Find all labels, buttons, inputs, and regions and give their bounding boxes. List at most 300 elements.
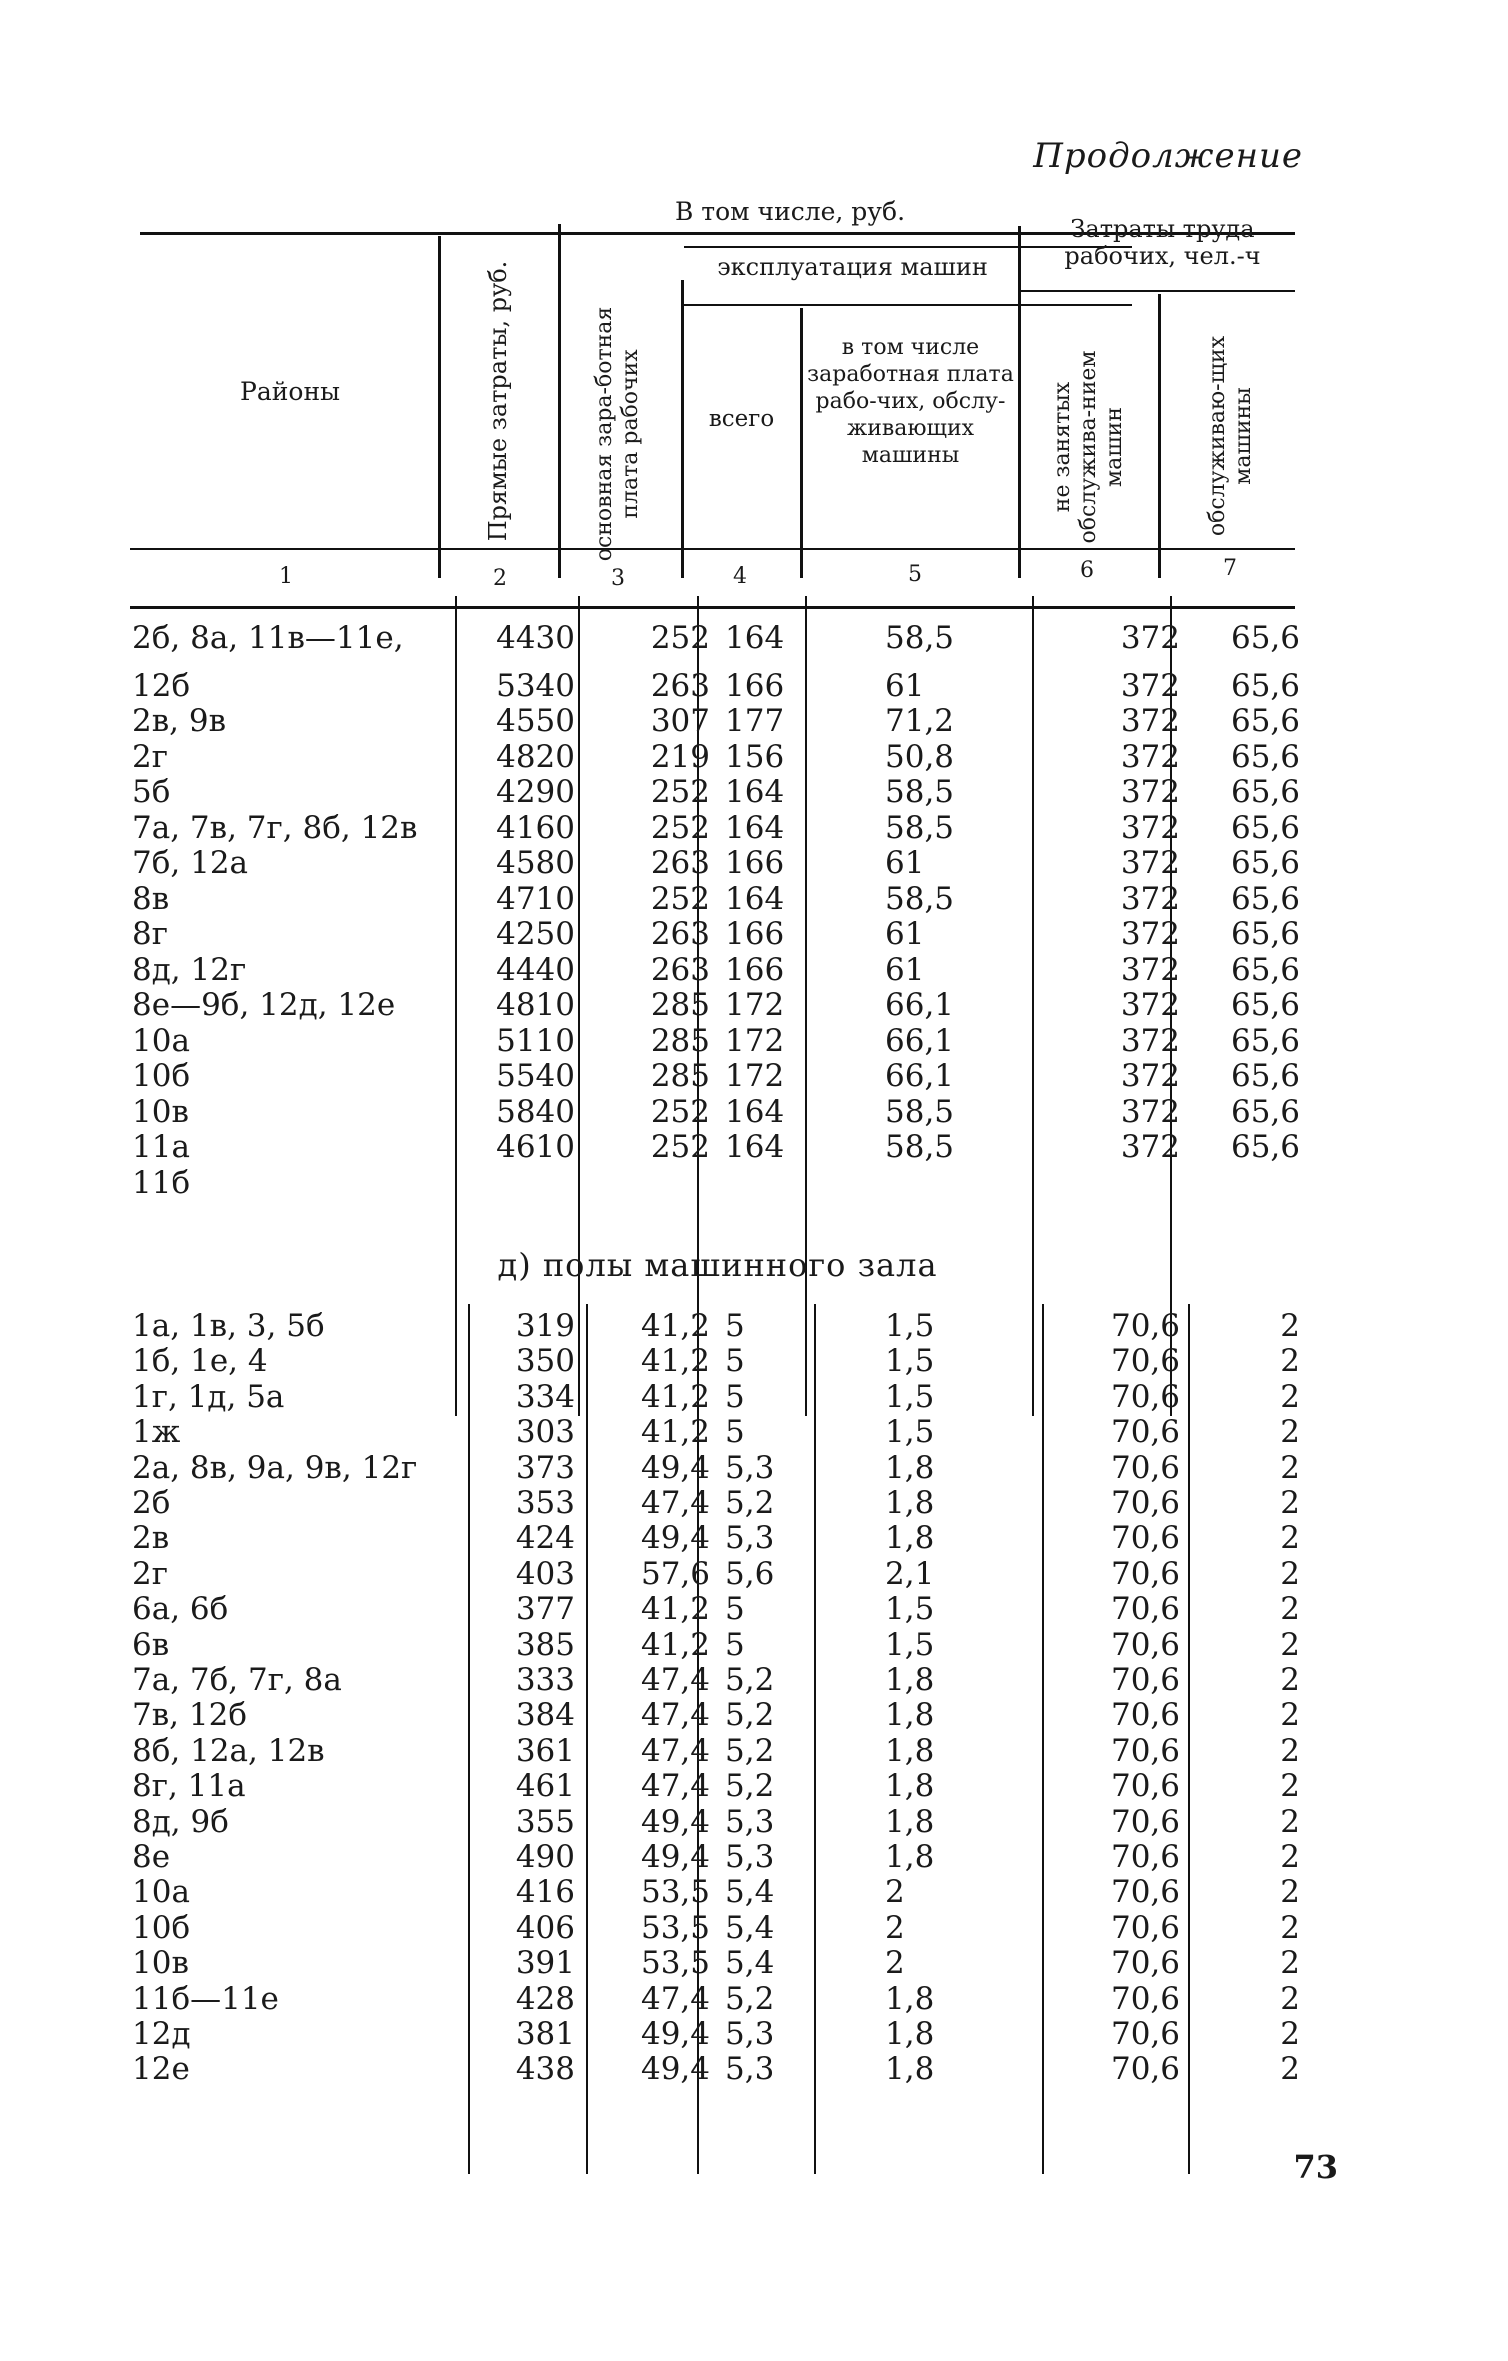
cell-labor-idle: 372 bbox=[1120, 951, 1180, 988]
cell-labor-machine: 2 bbox=[1280, 1520, 1300, 1557]
table-row bbox=[130, 1981, 1305, 2017]
cell-district: 12б bbox=[132, 667, 191, 704]
cell-labor-idle: 372 bbox=[1120, 1058, 1180, 1094]
cell-labor-machine: 65,6 bbox=[1230, 1129, 1300, 1165]
cell-total: 5,2 bbox=[725, 1980, 775, 2017]
cell-labor-machine: 2 bbox=[1280, 1626, 1300, 1663]
table-row bbox=[130, 1910, 1305, 1946]
table-row bbox=[130, 1343, 1305, 1379]
cell-direct: 4580 bbox=[496, 845, 575, 881]
cell-district: 8г, 11а bbox=[132, 1768, 246, 1805]
cell-district: 8б, 12а, 12в bbox=[132, 1732, 325, 1769]
cell-labor-idle: 70,6 bbox=[1110, 1555, 1180, 1592]
cell-labor-idle: 70,6 bbox=[1110, 1909, 1180, 1946]
cell-labor-idle: 70,6 bbox=[1110, 1343, 1180, 1380]
cell-labor-machine: 2 bbox=[1280, 1308, 1300, 1344]
cell-district: 10а bbox=[132, 1874, 190, 1911]
cell-direct: 4430 bbox=[496, 620, 575, 656]
cell-wage: 285 bbox=[650, 1022, 710, 1059]
cell-district: 1б, 1е, 4 bbox=[132, 1343, 268, 1380]
cell-wage-machine: 1,8 bbox=[885, 1520, 935, 1557]
cell-wage: 57,6 bbox=[640, 1555, 710, 1592]
cell-labor-idle: 70,6 bbox=[1110, 1945, 1180, 1982]
cell-direct: 355 bbox=[515, 1803, 575, 1840]
cell-district: 7а, 7б, 7г, 8а bbox=[132, 1662, 342, 1698]
cell-labor-idle: 372 bbox=[1120, 774, 1180, 810]
table-row bbox=[130, 810, 1305, 846]
cell-wage-machine: 1,8 bbox=[885, 1662, 935, 1698]
cell-total: 5,3 bbox=[725, 2051, 775, 2088]
cell-total: 5 bbox=[725, 1626, 745, 1663]
cell-labor-idle: 70,6 bbox=[1110, 1485, 1180, 1521]
table-row bbox=[130, 1414, 1305, 1450]
cell-direct: 438 bbox=[515, 2051, 575, 2088]
cell-labor-machine: 2 bbox=[1280, 1945, 1300, 1982]
cell-wage-machine: 1,5 bbox=[885, 1626, 935, 1663]
cell-district: 8д, 12г bbox=[132, 951, 247, 988]
table-row bbox=[130, 1058, 1305, 1094]
cell-labor-idle: 70,6 bbox=[1110, 2051, 1180, 2088]
cell-direct: 353 bbox=[515, 1485, 575, 1521]
cell-direct: 373 bbox=[515, 1449, 575, 1486]
header-divider-1 bbox=[438, 236, 441, 578]
cell-wage: 49,4 bbox=[640, 1803, 710, 1840]
cell-labor-machine: 65,6 bbox=[1230, 845, 1300, 881]
cell-total: 5 bbox=[725, 1308, 745, 1344]
cell-district: 10в bbox=[132, 1093, 189, 1130]
cell-wage: 47,4 bbox=[640, 1697, 710, 1734]
cell-district: 8г bbox=[132, 916, 168, 952]
cell-wage-machine: 61 bbox=[885, 916, 925, 952]
cell-district: 2в bbox=[132, 1520, 170, 1557]
cell-district: 12е bbox=[132, 2051, 190, 2088]
table-row bbox=[130, 1450, 1305, 1486]
cell-wage-machine: 50,8 bbox=[885, 738, 955, 775]
cell-wage: 41,2 bbox=[640, 1626, 710, 1663]
header-group-rub: В том числе, руб. bbox=[674, 197, 906, 226]
cell-total: 5,3 bbox=[725, 1449, 775, 1486]
cell-wage-machine: 58,5 bbox=[885, 620, 955, 656]
cell-labor-idle: 372 bbox=[1120, 880, 1180, 917]
cell-wage-machine: 61 bbox=[885, 667, 925, 704]
cell-wage: 252 bbox=[650, 809, 710, 846]
table-row bbox=[130, 1520, 1305, 1556]
cell-wage: 47,4 bbox=[640, 1732, 710, 1769]
cell-district: 1г, 1д, 5а bbox=[132, 1378, 285, 1415]
table-row bbox=[130, 987, 1305, 1023]
table-row bbox=[130, 1591, 1305, 1627]
cell-labor-idle: 372 bbox=[1120, 845, 1180, 881]
cell-labor-machine: 65,6 bbox=[1230, 1058, 1300, 1094]
header-subrule-columns bbox=[684, 304, 1132, 306]
cell-labor-machine: 2 bbox=[1280, 1839, 1300, 1875]
cell-labor-idle: 372 bbox=[1120, 916, 1180, 952]
cell-wage: 252 bbox=[650, 1093, 710, 1130]
cell-labor-machine: 65,6 bbox=[1230, 620, 1300, 656]
cell-direct: 4250 bbox=[496, 916, 575, 952]
cell-wage: 252 bbox=[650, 1129, 710, 1165]
cell-labor-idle: 70,6 bbox=[1110, 1591, 1180, 1628]
cell-direct: 384 bbox=[515, 1697, 575, 1734]
header-group-labor: Затраты труда рабочих, чел.-ч bbox=[1064, 215, 1261, 270]
cell-district: 5б bbox=[132, 774, 171, 810]
table-row bbox=[130, 1945, 1305, 1981]
cell-wage: 41,2 bbox=[640, 1343, 710, 1380]
table-row bbox=[130, 739, 1305, 775]
cell-direct: 4820 bbox=[496, 738, 575, 775]
cell-total: 5,3 bbox=[725, 1520, 775, 1557]
cell-wage-machine: 1,8 bbox=[885, 2051, 935, 2088]
cell-district: 8е bbox=[132, 1839, 171, 1875]
cell-total: 5,2 bbox=[725, 1768, 775, 1805]
cell-wage-machine: 58,5 bbox=[885, 1129, 955, 1165]
cell-direct: 428 bbox=[515, 1980, 575, 2017]
cell-wage-machine: 1,8 bbox=[885, 1697, 935, 1734]
table-row bbox=[130, 703, 1305, 739]
cell-labor-idle: 372 bbox=[1120, 809, 1180, 846]
data-table bbox=[130, 188, 1305, 2138]
header-labor-machine: обслуживаю-щих машины bbox=[1205, 335, 1256, 537]
cell-labor-machine: 2 bbox=[1280, 1909, 1300, 1946]
cell-labor-idle: 70,6 bbox=[1110, 1662, 1180, 1698]
cell-total: 5,3 bbox=[725, 2016, 775, 2052]
table-row bbox=[130, 2051, 1305, 2087]
cell-wage: 53,5 bbox=[640, 1874, 710, 1911]
cell-wage-machine: 1,8 bbox=[885, 1485, 935, 1521]
cell-labor-machine: 65,6 bbox=[1230, 809, 1300, 846]
cell-total: 5,4 bbox=[725, 1945, 775, 1982]
cell-district: 6а, 6б bbox=[132, 1591, 229, 1628]
cell-labor-machine: 2 bbox=[1280, 1732, 1300, 1769]
cell-wage-machine: 1,5 bbox=[885, 1414, 935, 1451]
cell-labor-idle: 372 bbox=[1120, 667, 1180, 704]
cell-labor-idle: 372 bbox=[1120, 987, 1180, 1023]
cell-total: 164 bbox=[725, 1129, 785, 1165]
cell-total: 5 bbox=[725, 1414, 745, 1451]
cell-labor-machine: 2 bbox=[1280, 2016, 1300, 2052]
cell-total: 5,3 bbox=[725, 1839, 775, 1875]
table-row bbox=[130, 1556, 1305, 1592]
cell-total: 172 bbox=[725, 1022, 785, 1059]
header-base-wage: основная зара-ботная плата рабочих bbox=[592, 306, 643, 562]
cell-direct: 361 bbox=[515, 1732, 575, 1769]
cell-district: 2а, 8в, 9а, 9в, 12г bbox=[132, 1449, 418, 1486]
col-number-6: 6 bbox=[1080, 558, 1094, 583]
table-row bbox=[130, 1485, 1305, 1521]
cell-wage-machine: 61 bbox=[885, 951, 925, 988]
cell-labor-idle: 70,6 bbox=[1110, 1697, 1180, 1734]
cell-labor-machine: 65,6 bbox=[1230, 916, 1300, 952]
table-row bbox=[130, 916, 1305, 952]
cell-labor-idle: 70,6 bbox=[1110, 1839, 1180, 1875]
cell-labor-idle: 70,6 bbox=[1110, 1520, 1180, 1557]
cell-labor-idle: 70,6 bbox=[1110, 2016, 1180, 2052]
table-row bbox=[130, 1839, 1305, 1875]
cell-wage: 263 bbox=[650, 845, 710, 881]
cell-wage-machine: 1,5 bbox=[885, 1378, 935, 1415]
table-row bbox=[130, 1165, 1305, 1201]
cell-direct: 4550 bbox=[496, 703, 575, 739]
cell-district: 11б bbox=[132, 1164, 191, 1201]
cell-total: 166 bbox=[725, 951, 785, 988]
page-number: 73 bbox=[1293, 2148, 1338, 2186]
cell-wage: 285 bbox=[650, 1058, 710, 1094]
cell-wage-machine: 66,1 bbox=[885, 987, 955, 1023]
cell-district: 11а bbox=[132, 1129, 190, 1165]
cell-wage-machine: 1,8 bbox=[885, 1732, 935, 1769]
cell-total: 5,6 bbox=[725, 1555, 775, 1592]
cell-district: 11б—11е bbox=[132, 1980, 279, 2017]
cell-labor-machine: 2 bbox=[1280, 1980, 1300, 2017]
cell-labor-machine: 2 bbox=[1280, 1874, 1300, 1911]
cell-district: 7а, 7в, 7г, 8б, 12в bbox=[132, 809, 418, 846]
table-row bbox=[130, 1308, 1305, 1344]
cell-district: 10в bbox=[132, 1945, 189, 1982]
cell-total: 5 bbox=[725, 1378, 745, 1415]
col-number-2: 2 bbox=[493, 566, 507, 591]
cell-labor-idle: 70,6 bbox=[1110, 1732, 1180, 1769]
cell-wage-machine: 58,5 bbox=[885, 774, 955, 810]
cell-total: 172 bbox=[725, 987, 785, 1023]
cell-wage-machine: 1,8 bbox=[885, 1839, 935, 1875]
cell-wage: 49,4 bbox=[640, 2051, 710, 2088]
cell-wage: 41,2 bbox=[640, 1308, 710, 1344]
cell-direct: 391 bbox=[515, 1945, 575, 1982]
cell-direct: 385 bbox=[515, 1626, 575, 1663]
cell-wage-machine: 71,2 bbox=[885, 703, 955, 739]
cell-wage: 41,2 bbox=[640, 1591, 710, 1628]
cell-wage-machine: 1,8 bbox=[885, 1449, 935, 1486]
cell-direct: 5540 bbox=[496, 1058, 575, 1094]
cell-labor-machine: 65,6 bbox=[1230, 774, 1300, 810]
header-districts: Районы bbox=[240, 377, 340, 406]
table-row bbox=[130, 1129, 1305, 1165]
cell-labor-idle: 372 bbox=[1120, 1093, 1180, 1130]
cell-direct: 5840 bbox=[496, 1093, 575, 1130]
cell-direct: 381 bbox=[515, 2016, 575, 2052]
cell-wage-machine: 2 bbox=[885, 1945, 905, 1982]
cell-labor-machine: 2 bbox=[1280, 1449, 1300, 1486]
cell-total: 166 bbox=[725, 667, 785, 704]
cell-wage-machine: 1,8 bbox=[885, 1803, 935, 1840]
cell-district: 7в, 12б bbox=[132, 1697, 247, 1734]
cell-wage: 263 bbox=[650, 667, 710, 704]
table-row bbox=[130, 1697, 1305, 1733]
cell-labor-machine: 65,6 bbox=[1230, 987, 1300, 1023]
cell-direct: 490 bbox=[515, 1839, 575, 1875]
table-row bbox=[130, 1804, 1305, 1840]
table-row bbox=[130, 1094, 1305, 1130]
cell-direct: 4610 bbox=[496, 1129, 575, 1165]
cell-total: 164 bbox=[725, 1093, 785, 1130]
header-group-machine: эксплуатация машин bbox=[717, 253, 988, 281]
cell-labor-machine: 65,6 bbox=[1230, 951, 1300, 988]
cell-labor-idle: 372 bbox=[1120, 703, 1180, 739]
cell-labor-machine: 2 bbox=[1280, 1485, 1300, 1521]
cell-labor-idle: 70,6 bbox=[1110, 1768, 1180, 1805]
cell-wage: 49,4 bbox=[640, 2016, 710, 2052]
cell-direct: 333 bbox=[515, 1662, 575, 1698]
cell-direct: 303 bbox=[515, 1414, 575, 1451]
cell-direct: 424 bbox=[515, 1520, 575, 1557]
cell-district: 1а, 1в, 3, 5б bbox=[132, 1308, 325, 1344]
cell-labor-machine: 2 bbox=[1280, 1555, 1300, 1592]
cell-labor-idle: 70,6 bbox=[1110, 1874, 1180, 1911]
table-row bbox=[130, 620, 1305, 656]
cell-district: 6в bbox=[132, 1626, 170, 1663]
header-subrule-labor bbox=[1020, 290, 1295, 292]
cell-direct: 4810 bbox=[496, 987, 575, 1023]
cell-total: 5 bbox=[725, 1343, 745, 1380]
cell-direct: 350 bbox=[515, 1343, 575, 1380]
cell-wage-machine: 58,5 bbox=[885, 1093, 955, 1130]
cell-district: 10б bbox=[132, 1058, 191, 1094]
table-row bbox=[130, 774, 1305, 810]
cell-district: 10а bbox=[132, 1022, 190, 1059]
cell-direct: 334 bbox=[515, 1378, 575, 1415]
cell-wage: 49,4 bbox=[640, 1449, 710, 1486]
table-row bbox=[130, 1023, 1305, 1059]
cell-labor-machine: 2 bbox=[1280, 2051, 1300, 2088]
cell-total: 164 bbox=[725, 774, 785, 810]
cell-wage: 49,4 bbox=[640, 1520, 710, 1557]
cell-district: 7б, 12а bbox=[132, 845, 249, 881]
cell-labor-idle: 70,6 bbox=[1110, 1626, 1180, 1663]
cell-labor-machine: 65,6 bbox=[1230, 738, 1300, 775]
cell-wage: 252 bbox=[650, 880, 710, 917]
cell-labor-machine: 65,6 bbox=[1230, 703, 1300, 739]
cell-wage-machine: 58,5 bbox=[885, 880, 955, 917]
cell-wage-machine: 2 bbox=[885, 1909, 905, 1946]
cell-labor-idle: 70,6 bbox=[1110, 1308, 1180, 1344]
cell-direct: 5340 bbox=[496, 667, 575, 704]
cell-wage: 47,4 bbox=[640, 1768, 710, 1805]
table-row bbox=[130, 952, 1305, 988]
cell-direct: 4440 bbox=[496, 951, 575, 988]
cell-labor-machine: 65,6 bbox=[1230, 880, 1300, 917]
cell-total: 166 bbox=[725, 916, 785, 952]
cell-total: 5,2 bbox=[725, 1732, 775, 1769]
cell-labor-idle: 372 bbox=[1120, 620, 1180, 656]
cell-district: 1ж bbox=[132, 1414, 181, 1451]
cell-labor-idle: 70,6 bbox=[1110, 1378, 1180, 1415]
cell-wage-machine: 66,1 bbox=[885, 1058, 955, 1094]
cell-wage-machine: 1,5 bbox=[885, 1591, 935, 1628]
cell-total: 172 bbox=[725, 1058, 785, 1094]
cell-wage: 47,4 bbox=[640, 1662, 710, 1698]
table-row bbox=[130, 1874, 1305, 1910]
cell-wage: 41,2 bbox=[640, 1378, 710, 1415]
cell-wage: 49,4 bbox=[640, 1839, 710, 1875]
colnum-bottom-rule bbox=[130, 606, 1295, 609]
cell-total: 177 bbox=[725, 703, 785, 739]
table-row bbox=[130, 845, 1305, 881]
cell-wage-machine: 1,5 bbox=[885, 1308, 935, 1344]
header-labor-idle: не занятых обслужива-нием машин bbox=[1050, 350, 1127, 544]
cell-district: 8в bbox=[132, 880, 170, 917]
cell-total: 5,2 bbox=[725, 1697, 775, 1734]
cell-total: 164 bbox=[725, 809, 785, 846]
cell-direct: 406 bbox=[515, 1909, 575, 1946]
cell-direct: 4290 bbox=[496, 774, 575, 810]
cell-total: 5,3 bbox=[725, 1803, 775, 1840]
col-number-5: 5 bbox=[908, 562, 922, 587]
cell-total: 5,2 bbox=[725, 1485, 775, 1521]
cell-wage: 307 bbox=[650, 703, 710, 739]
col-number-4: 4 bbox=[733, 564, 747, 589]
cell-labor-machine: 2 bbox=[1280, 1768, 1300, 1805]
cell-direct: 416 bbox=[515, 1874, 575, 1911]
cell-wage: 47,4 bbox=[640, 1485, 710, 1521]
cell-labor-machine: 65,6 bbox=[1230, 1022, 1300, 1059]
cell-wage: 47,4 bbox=[640, 1980, 710, 2017]
cell-wage-machine: 1,8 bbox=[885, 1768, 935, 1805]
cell-wage-machine: 1,5 bbox=[885, 1343, 935, 1380]
table-row bbox=[130, 1379, 1305, 1415]
cell-total: 5 bbox=[725, 1591, 745, 1628]
cell-direct: 319 bbox=[515, 1308, 575, 1344]
table-row bbox=[130, 881, 1305, 917]
header-divider-2 bbox=[558, 224, 561, 578]
cell-total: 166 bbox=[725, 845, 785, 881]
cell-district: 10б bbox=[132, 1909, 191, 1946]
cell-wage: 53,5 bbox=[640, 1945, 710, 1982]
cell-wage: 41,2 bbox=[640, 1414, 710, 1451]
header-total: всего bbox=[708, 406, 775, 432]
table-row bbox=[130, 1768, 1305, 1804]
cell-labor-machine: 65,6 bbox=[1230, 667, 1300, 704]
section-title: д) полы машинного зала bbox=[497, 1246, 938, 1284]
cell-labor-machine: 2 bbox=[1280, 1414, 1300, 1451]
cell-labor-idle: 70,6 bbox=[1110, 1414, 1180, 1451]
cell-district: 2в, 9в bbox=[132, 703, 227, 739]
header-direct-costs: Прямые затраты, руб. bbox=[484, 260, 512, 542]
cell-labor-machine: 2 bbox=[1280, 1343, 1300, 1380]
cell-direct: 5110 bbox=[496, 1022, 575, 1059]
cell-district: 2б bbox=[132, 1485, 171, 1521]
cell-district: 2б, 8а, 11в—11е, bbox=[132, 620, 404, 656]
table-row bbox=[130, 2016, 1305, 2052]
cell-total: 5,4 bbox=[725, 1874, 775, 1911]
cell-wage: 252 bbox=[650, 620, 710, 656]
cell-direct: 461 bbox=[515, 1768, 575, 1805]
cell-district: 2г bbox=[132, 738, 168, 775]
cell-district: 12д bbox=[132, 2016, 191, 2052]
cell-district: 2г bbox=[132, 1555, 168, 1592]
table-row bbox=[130, 1627, 1305, 1663]
cell-wage-machine: 58,5 bbox=[885, 809, 955, 846]
cell-wage-machine: 1,8 bbox=[885, 2016, 935, 2052]
cell-direct: 4160 bbox=[496, 809, 575, 846]
cell-total: 156 bbox=[725, 738, 785, 775]
header-wage-machine: в том числе заработная плата рабо-чих, обслу-живающих машины bbox=[807, 335, 1014, 468]
table-row bbox=[130, 1733, 1305, 1769]
cell-wage: 252 bbox=[650, 774, 710, 810]
header-divider-6 bbox=[1158, 294, 1161, 578]
cell-district: 8д, 9б bbox=[132, 1803, 229, 1840]
cell-labor-idle: 372 bbox=[1120, 738, 1180, 775]
cell-wage: 263 bbox=[650, 916, 710, 952]
cell-wage-machine: 61 bbox=[885, 845, 925, 881]
cell-wage-machine: 2,1 bbox=[885, 1555, 935, 1592]
cell-labor-idle: 372 bbox=[1120, 1129, 1180, 1165]
cell-direct: 403 bbox=[515, 1555, 575, 1592]
cell-labor-machine: 2 bbox=[1280, 1803, 1300, 1840]
cell-total: 5,4 bbox=[725, 1909, 775, 1946]
cell-labor-machine: 65,6 bbox=[1230, 1093, 1300, 1130]
cell-wage: 263 bbox=[650, 951, 710, 988]
cell-labor-machine: 2 bbox=[1280, 1662, 1300, 1698]
